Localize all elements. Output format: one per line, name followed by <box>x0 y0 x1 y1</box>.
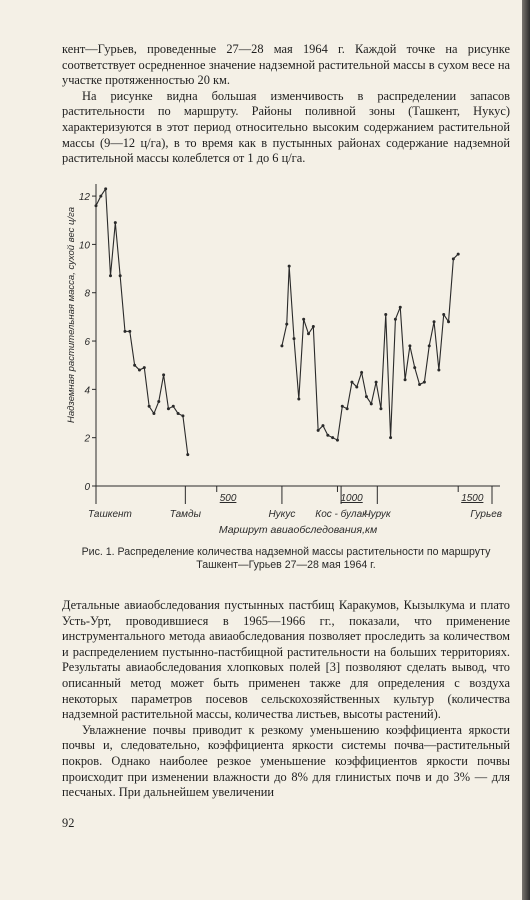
data-point <box>317 429 320 432</box>
place-label: Гурьев <box>470 509 502 520</box>
x-tick-label: 500 <box>219 493 237 504</box>
data-point <box>399 306 402 309</box>
data-point <box>452 257 455 260</box>
data-point <box>312 325 315 328</box>
data-point <box>181 414 184 417</box>
data-point <box>457 253 460 256</box>
y-tick-label: 12 <box>78 192 90 204</box>
y-tick-label: 2 <box>84 433 90 445</box>
figure-caption: Рис. 1. Распределение количества надземной массы растительности по маршруту Ташкент—Гурьев 27—28 мая 1964 г. <box>81 546 491 571</box>
place-label: Чурук <box>363 509 391 520</box>
data-point <box>379 407 382 410</box>
chart-svg <box>60 178 520 538</box>
book-edge <box>522 0 530 900</box>
data-point <box>384 313 387 316</box>
y-tick-label: 0 <box>84 482 90 493</box>
data-point <box>341 405 344 408</box>
y-axis-label: Надземная растительная масса, сухой вес ц/га <box>66 207 77 423</box>
data-point <box>321 424 324 427</box>
data-point <box>177 412 180 415</box>
data-point <box>447 320 450 323</box>
data-point <box>138 369 141 372</box>
data-point <box>143 366 146 369</box>
data-point <box>433 320 436 323</box>
data-point <box>326 434 329 437</box>
data-point <box>172 405 175 408</box>
data-point <box>437 369 440 372</box>
place-label: Ташкент <box>88 509 132 520</box>
data-point <box>123 330 126 333</box>
data-point <box>307 332 310 335</box>
data-point <box>350 381 353 384</box>
data-point <box>408 344 411 347</box>
data-point <box>423 381 426 384</box>
data-point <box>280 344 283 347</box>
data-point <box>336 439 339 442</box>
data-point <box>375 381 378 384</box>
top-text-block <box>62 42 510 167</box>
data-point <box>331 436 334 439</box>
data-point <box>128 330 131 333</box>
data-point <box>119 274 122 277</box>
data-point <box>365 395 368 398</box>
y-tick-label: 6 <box>84 337 90 349</box>
y-tick-label: 4 <box>84 385 90 397</box>
page-number: 92 <box>62 816 75 830</box>
x-axis-label: Маршрут авиаобследования,км <box>218 524 378 536</box>
data-point <box>413 366 416 369</box>
data-point <box>346 407 349 410</box>
data-point <box>302 318 305 321</box>
data-point <box>109 274 112 277</box>
bottom-text-block <box>62 598 510 801</box>
place-label: Нукус <box>268 509 296 520</box>
data-point <box>404 378 407 381</box>
route-chart <box>60 178 520 538</box>
data-point <box>162 373 165 376</box>
y-tick-label: 10 <box>78 240 90 252</box>
x-tick-label: 1000 <box>340 493 363 504</box>
data-point <box>297 398 300 401</box>
data-point <box>355 385 358 388</box>
data-point <box>99 195 102 198</box>
y-tick-label: 8 <box>84 288 90 300</box>
data-point <box>418 383 421 386</box>
data-point <box>104 187 107 190</box>
series-line <box>96 189 188 455</box>
data-point <box>157 400 160 403</box>
data-point <box>428 344 431 347</box>
place-label: Тамды <box>169 509 201 520</box>
data-point <box>370 402 373 405</box>
data-point <box>148 405 151 408</box>
paragraph: Детальные авиаобследования пустынных пастбищ Каракумов, Кызылкума и плато Усть-Урт, проводившиеся в 1965—1966 гг., показали, что применение инструментального метода авиаобследования позволяет проследить за количеством и распределением пустынно-пастбищной растительности на больших территориях. Результаты авиаобследования хлопковых полей [3] позволяют сделать вывод, что описанный метод может быть применен также для определения с воздуха некоторых параметров посевов сельскохозяйственных культур (количества надземной растительной массы, количества листьев, высоты растений). <box>62 598 510 722</box>
data-point <box>293 337 296 340</box>
paragraph: На рисунке видна большая изменчивость в распределении запасов растительности по маршруту. Районы поливной зоны (Ташкент, Нукус) характеризуются в этот период относительно высоким содержанием растительной массы (9—12 ц/га), в то время как в пустынных районах содержание надземной растительной массы колеблется от 1 до 6 ц/га. <box>62 88 510 166</box>
x-tick-label: 1500 <box>461 493 484 504</box>
data-point <box>167 407 170 410</box>
data-point <box>114 221 117 224</box>
data-point <box>360 371 363 374</box>
data-point <box>186 453 189 456</box>
data-point <box>285 323 288 326</box>
paragraph: кент—Гурьев, проведенные 27—28 мая 1964 г. Каждой точке на рисунке соответствует осредненное значение надземной растительной массы в сухом весе на участке протяженностью 20 км. <box>62 42 510 88</box>
data-point <box>394 318 397 321</box>
data-point <box>95 204 98 207</box>
place-label: Кос - булак <box>315 509 367 520</box>
series-line <box>282 254 458 440</box>
data-point <box>133 364 136 367</box>
paragraph: Увлажнение почвы приводит к резкому уменьшению коэффициента яркости почвы и, следовательно, коэффициента яркости системы почва—растительный покров. Однако наиболее резкое уменьшение коэффициентов яркости почвы происходит при изменении влажности до 8% для глинистых почв и до 3% — для песчаных. При дальнейшем увеличении <box>62 722 510 800</box>
data-point <box>152 412 155 415</box>
data-point <box>288 265 291 268</box>
data-point <box>442 313 445 316</box>
data-point <box>389 436 392 439</box>
